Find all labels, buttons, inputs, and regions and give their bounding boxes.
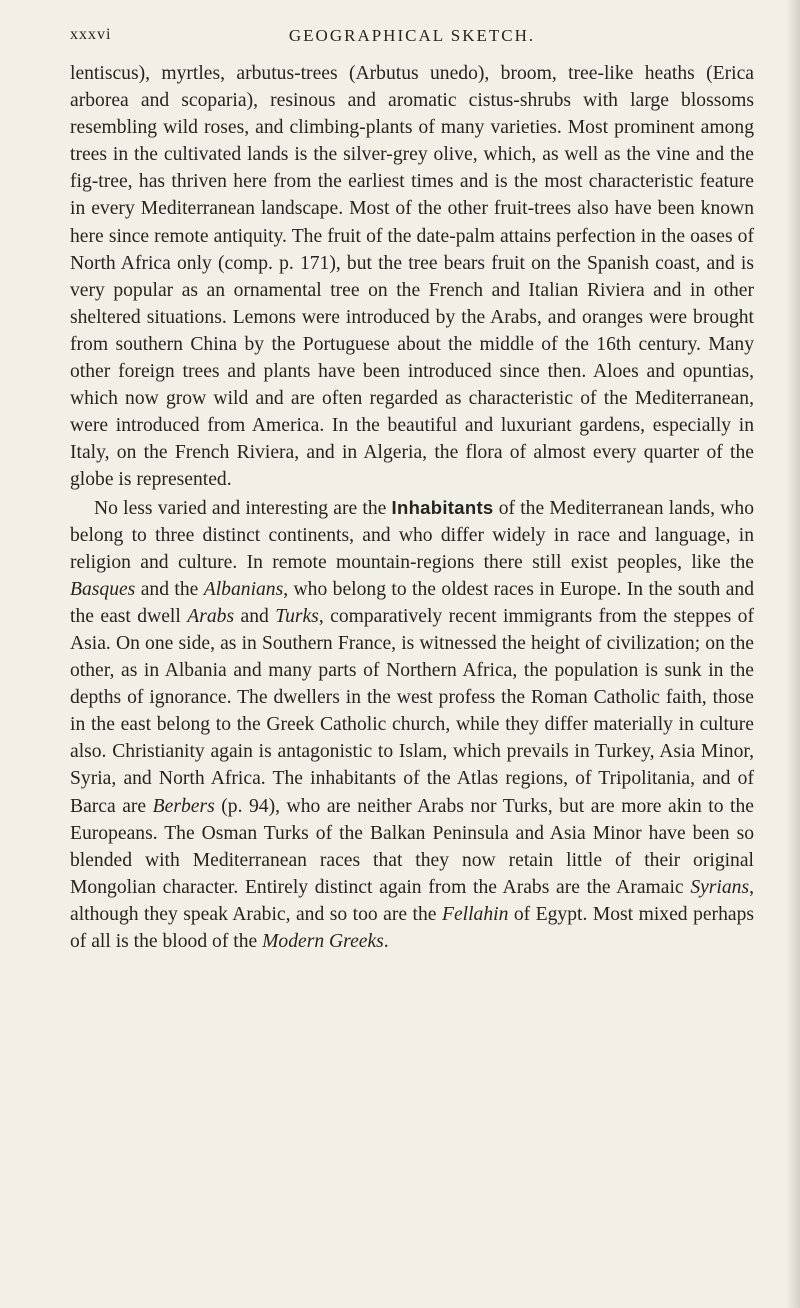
paragraph	[70, 494, 754, 956]
italic-term: Berbers	[152, 795, 215, 817]
page-edge-shadow	[786, 0, 800, 1308]
text-run: lentiscus), myrtles, arbutus-trees (Arbutus unedo), broom, tree-like heaths (Erica arborea and scoparia), resinous and aromatic cistus-shrubs with large blossoms resembling wild roses, and climbing-plants of many varieties. Most prominent among trees in the cultivated lands is the silver-grey olive, which, as well as the vine and the fig-tree, has thriven here from the earliest times and is the most characteristic feature in every Mediterranean landscape. Most of the other fruit-trees also have been known here since remote antiquity. The fruit of the date-palm attains perfection in the oases of North Africa only (comp. p. 171), but the tree bears fruit on the Spanish coast, and is very popular as an ornamental tree on the French and Italian Riviera and in other sheltered situations. Lemons were introduced by the Arabs, and oranges were brought from southern China by the Portuguese about the middle of the 16th century. Many other foreign trees and plants have been introduced since then. Aloes and opuntias, which now grow wild and are often regarded as characteristic of the Mediterranean, were introduced from America. In the beautiful and luxuriant gardens, especially in Italy, on the French Riviera, and in Algeria, the flora of almost every quarter of the globe is represented.	[70, 63, 754, 491]
italic-term: Turks	[275, 605, 319, 627]
text-run: , although they speak Arabic, and so too are the	[70, 876, 754, 925]
italic-term: Syrians	[690, 876, 750, 898]
text-run: and	[234, 605, 276, 627]
text-run: .	[383, 931, 389, 952]
text-run: of Egypt. Most mixed perhaps of all is the blood of the	[70, 903, 754, 952]
paragraph	[70, 60, 754, 494]
bold-term: Inhabitants	[391, 496, 494, 518]
text-run: No less varied and interesting are the	[94, 497, 392, 519]
text-run: and the	[135, 578, 204, 600]
text-run: , who belong to the oldest races in Europe. In the south and the east dwell	[70, 578, 754, 627]
text-run: of the Mediterranean lands, who belong to three distinct continents, and who differ widely in race and language, in religion and culture. In remote mountain-regions there still exist peoples, like the	[70, 497, 754, 573]
italic-term: Arabs	[187, 605, 235, 627]
page-number: xxxvi	[70, 26, 112, 43]
running-title: GEOGRAPHICAL SKETCH.	[288, 26, 536, 45]
text-run: , comparatively recent immigrants from the steppes of Asia. On one side, as in Southern France, is witnessed the height of civilization; on the other, as in Albania and many parts of Northern Africa, the population is sunk in the depths of ignorance. The dwellers in the west profess the Roman Catholic faith, those in the east belong to the Greek Catholic church, while they differ materially in culture also. Christianity again is antagonistic to Islam, which prevails in Turkey, Asia Minor, Syria, and North Africa. The inhabitants of the Atlas regions, of Tripolitania, and of Barca are	[70, 605, 754, 817]
italic-term: Modern Greeks	[262, 931, 384, 952]
text-run: (p. 94), who are neither Arabs nor Turks, but are more akin to the Europeans. The Osman Turks of the Balkan Peninsula and Asia Minor have been so blended with Mediterranean races that they now retain little of their original Mongolian character. Entirely distinct again from the Arabs are the Aramaic	[70, 795, 754, 898]
italic-term: Basques	[70, 578, 136, 600]
running-head	[70, 22, 754, 56]
italic-term: Fellahin	[441, 903, 509, 925]
italic-term: Albanians	[203, 578, 284, 600]
body-text	[70, 60, 754, 955]
